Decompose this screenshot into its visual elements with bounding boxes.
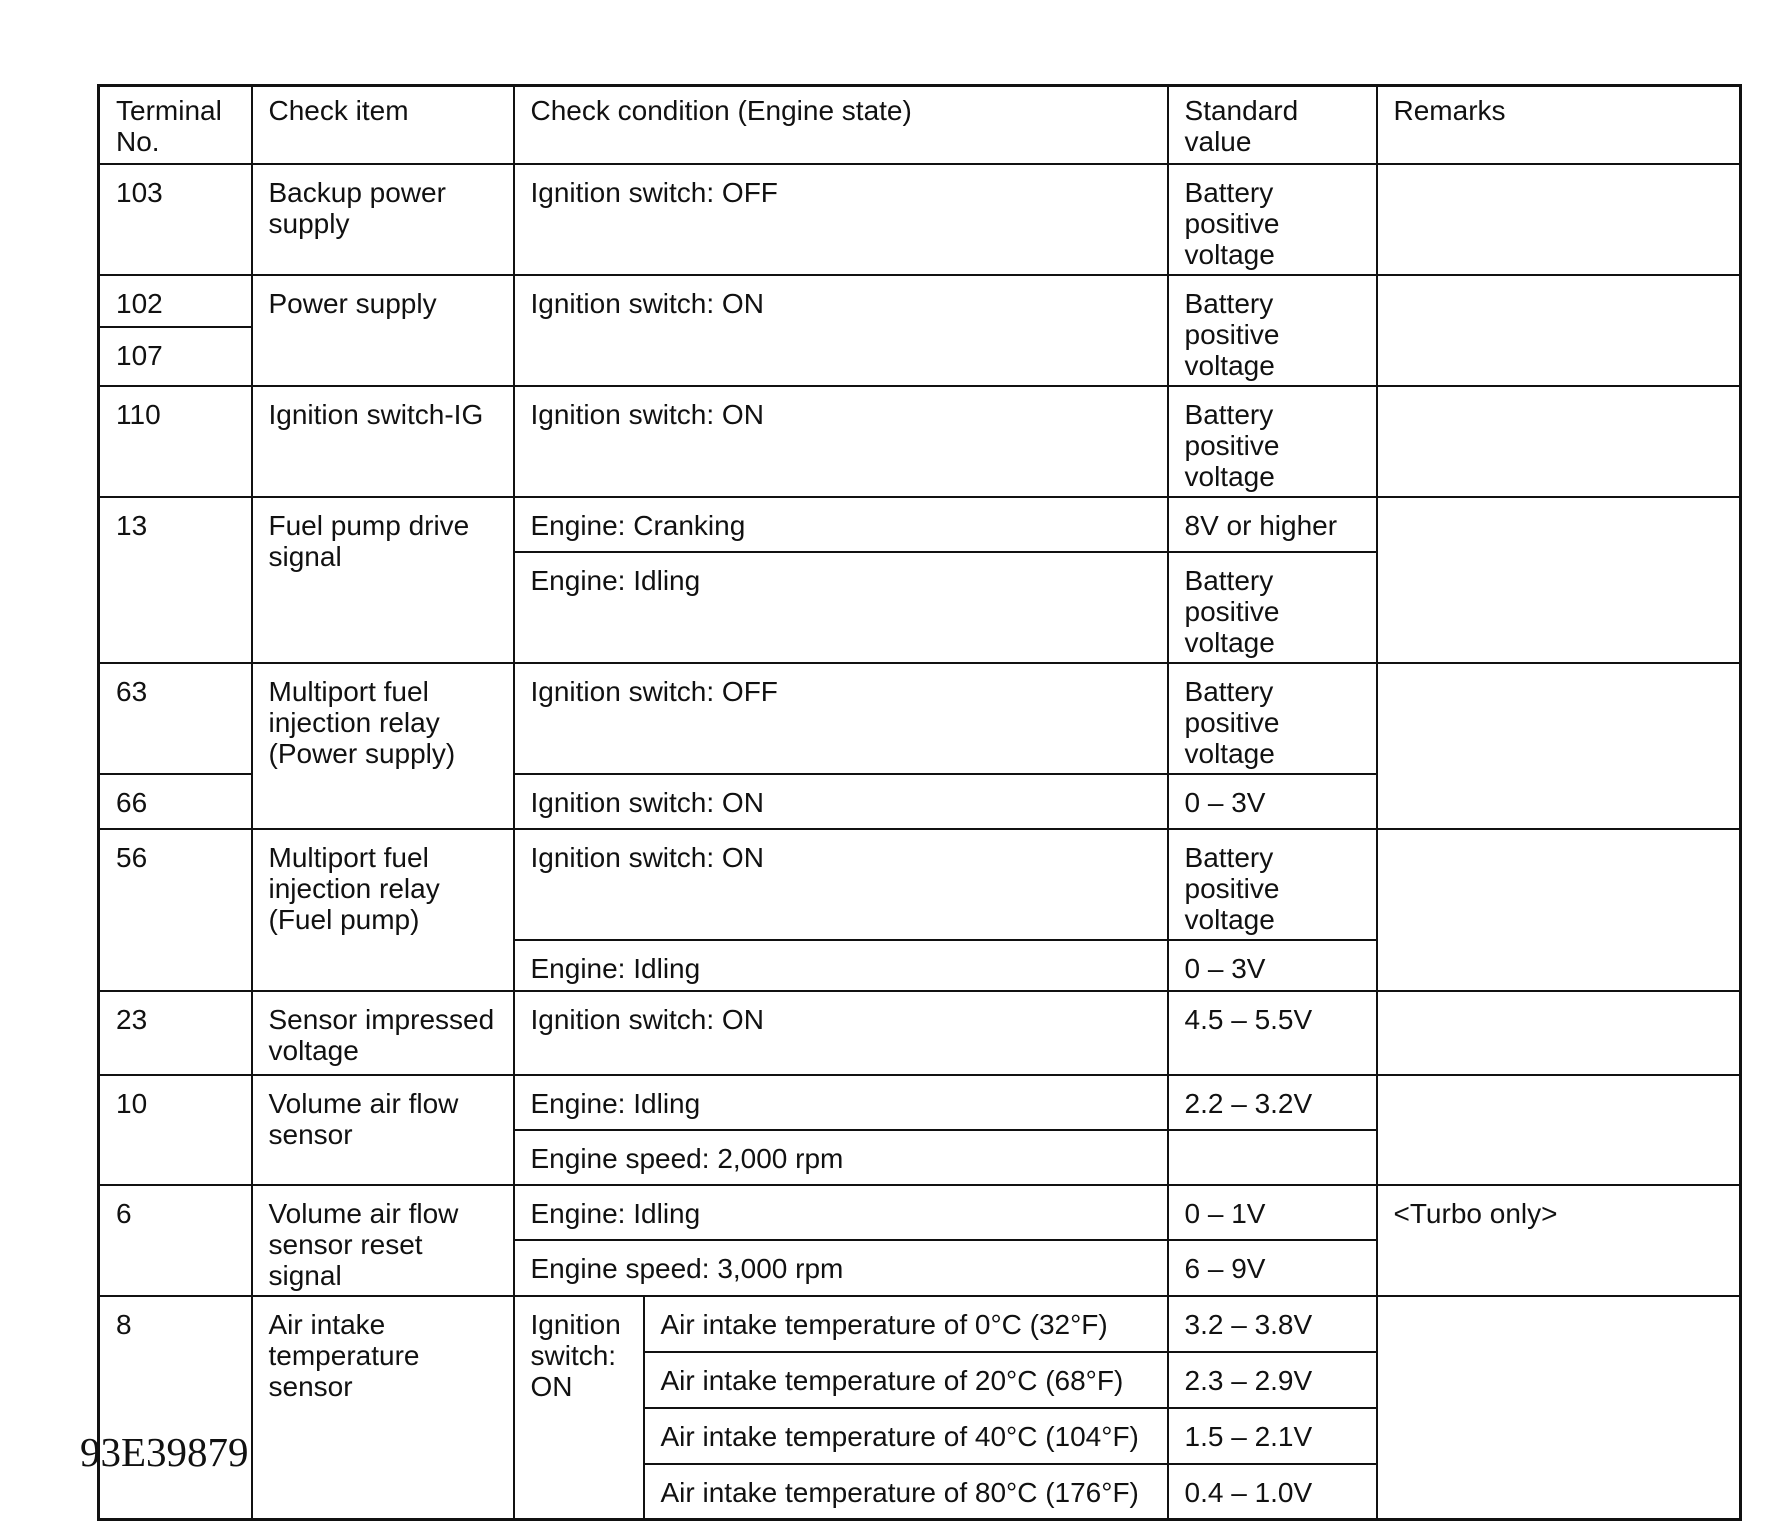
remarks-cell — [1377, 1075, 1741, 1185]
table-row — [99, 164, 1741, 275]
terminal-cell: 6 — [99, 1185, 252, 1296]
condition-cell: Engine: Idling — [514, 552, 1168, 663]
condition-cell: Air intake temperature of 80°C (176°F) — [644, 1464, 1168, 1520]
header-check-item: Check item — [252, 86, 514, 164]
table-row — [99, 991, 1741, 1075]
remarks-cell — [1377, 829, 1741, 991]
table-row — [99, 386, 1741, 497]
condition-cell: Ignition switch: ON — [514, 275, 1168, 386]
header-remarks: Remarks — [1377, 86, 1741, 164]
standard-value-cell: 1.5 – 2.1V — [1168, 1408, 1377, 1464]
table-row — [99, 1185, 1741, 1241]
terminal-cell: 13 — [99, 497, 252, 663]
table-row — [99, 275, 1741, 328]
table-row — [99, 497, 1741, 552]
terminal-cell: 107 — [99, 327, 252, 385]
condition-cell: Engine: Idling — [514, 1185, 1168, 1241]
condition-cell: Engine speed: 3,000 rpm — [514, 1240, 1168, 1296]
standard-value-cell: Battery positive voltage — [1168, 552, 1377, 663]
standard-value-cell: Battery positive voltage — [1168, 164, 1377, 275]
condition-cell: Air intake temperature of 40°C (104°F) — [644, 1408, 1168, 1464]
standard-value-cell: Battery positive voltage — [1168, 275, 1377, 386]
terminal-cell: 63 — [99, 663, 252, 774]
standard-value-cell: Battery positive voltage — [1168, 663, 1377, 774]
standard-value-cell: 0 – 1V — [1168, 1185, 1377, 1241]
header-row — [99, 86, 1741, 164]
standard-value-cell: 2.2 – 3.2V — [1168, 1075, 1377, 1130]
remarks-cell — [1377, 663, 1741, 829]
condition-group-cell: Ignition switch: ON — [514, 1296, 644, 1520]
condition-cell: Engine speed: 2,000 rpm — [514, 1130, 1168, 1185]
condition-cell: Air intake temperature of 20°C (68°F) — [644, 1352, 1168, 1408]
condition-cell: Ignition switch: OFF — [514, 164, 1168, 275]
remarks-cell — [1377, 386, 1741, 497]
condition-cell: Ignition switch: OFF — [514, 663, 1168, 774]
remarks-cell — [1377, 497, 1741, 663]
terminal-cell: 66 — [99, 774, 252, 829]
remarks-cell — [1377, 991, 1741, 1075]
spec-table — [97, 84, 1742, 1521]
remarks-cell — [1377, 1296, 1741, 1520]
remarks-cell — [1377, 164, 1741, 275]
condition-cell: Engine: Idling — [514, 1075, 1168, 1130]
table-row — [99, 829, 1741, 940]
header-standard-value: Standard value — [1168, 86, 1377, 164]
condition-cell: Ignition switch: ON — [514, 991, 1168, 1075]
standard-value-cell: 6 – 9V — [1168, 1240, 1377, 1296]
standard-value-cell: 2.3 – 2.9V — [1168, 1352, 1377, 1408]
check-item-cell: Multiport fuel injection relay (Fuel pump) — [252, 829, 514, 991]
standard-value-cell: 0 – 3V — [1168, 774, 1377, 829]
check-item-cell: Power supply — [252, 275, 514, 386]
terminal-cell: 56 — [99, 829, 252, 991]
header-terminal: Terminal No. — [99, 86, 252, 164]
standard-value-cell: 0 – 3V — [1168, 940, 1377, 991]
standard-value-cell: 8V or higher — [1168, 497, 1377, 552]
check-item-cell: Air intake temperature sensor — [252, 1296, 514, 1520]
figure-id: 93E39879 — [80, 1429, 249, 1475]
terminal-cell: 8 — [99, 1296, 252, 1520]
terminal-cell: 23 — [99, 991, 252, 1075]
header-check-condition: Check condition (Engine state) — [514, 86, 1168, 164]
standard-value-cell: 4.5 – 5.5V — [1168, 991, 1377, 1075]
standard-value-cell — [1168, 1130, 1377, 1185]
condition-cell: Engine: Cranking — [514, 497, 1168, 552]
terminal-cell: 102 — [99, 275, 252, 328]
condition-cell: Engine: Idling — [514, 940, 1168, 991]
standard-value-cell: Battery positive voltage — [1168, 386, 1377, 497]
standard-value-cell: 3.2 – 3.8V — [1168, 1296, 1377, 1352]
terminal-cell: 103 — [99, 164, 252, 275]
table-row — [99, 663, 1741, 774]
check-item-cell: Backup power supply — [252, 164, 514, 275]
remarks-cell: <Turbo only> — [1377, 1185, 1741, 1296]
condition-cell: Ignition switch: ON — [514, 386, 1168, 497]
check-item-cell: Multiport fuel injection relay (Power supply) — [252, 663, 514, 829]
check-item-cell: Fuel pump drive signal — [252, 497, 514, 663]
table-row — [99, 1075, 1741, 1130]
standard-value-cell: 0.4 – 1.0V — [1168, 1464, 1377, 1520]
standard-value-cell: Battery positive voltage — [1168, 829, 1377, 940]
check-item-cell: Volume air flow sensor reset signal — [252, 1185, 514, 1296]
terminal-cell: 110 — [99, 386, 252, 497]
check-item-cell: Volume air flow sensor — [252, 1075, 514, 1185]
check-item-cell: Ignition switch-IG — [252, 386, 514, 497]
condition-cell: Ignition switch: ON — [514, 829, 1168, 940]
table-row — [99, 1296, 1741, 1352]
terminal-cell: 10 — [99, 1075, 252, 1185]
condition-cell: Ignition switch: ON — [514, 774, 1168, 829]
condition-cell: Air intake temperature of 0°C (32°F) — [644, 1296, 1168, 1352]
remarks-cell — [1377, 275, 1741, 386]
check-item-cell: Sensor impressed voltage — [252, 991, 514, 1075]
